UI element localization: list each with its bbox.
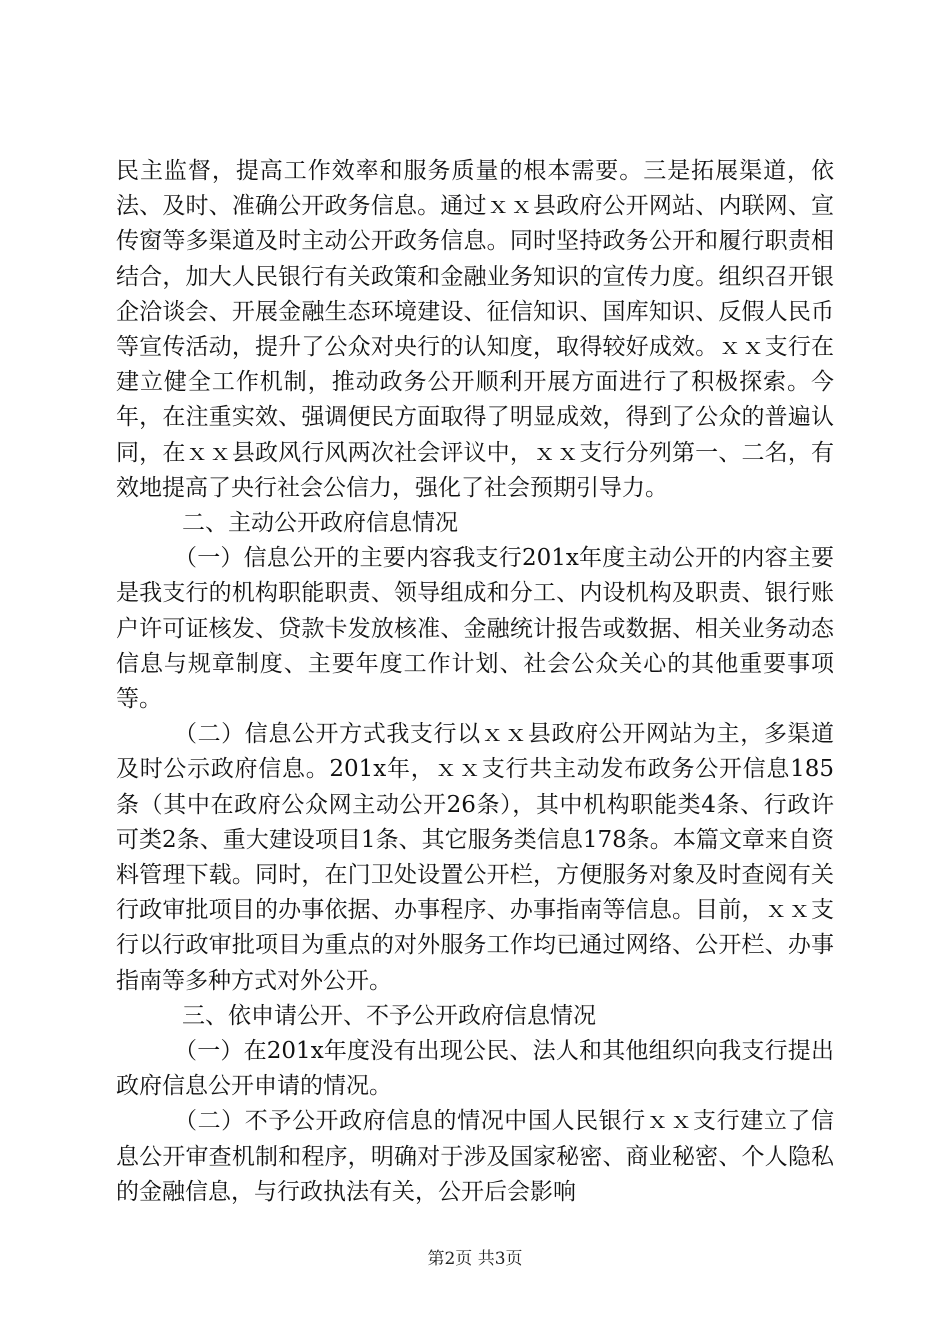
paragraph-3-1: （一）在201x年度没有出现公民、法人和其他组织向我支行提出政府信息公开申请的情况。 xyxy=(116,1038,834,1100)
section-heading-3: 三、依申请公开、不予公开政府信息情况 xyxy=(182,1002,596,1029)
paragraph-2-2: （二）信息公开方式我支行以ｘｘ县政府公开网站为主，多渠道及时公示政府信息。201x年，ｘｘ支行共主动发布政务公开信息185条（其中在政府公众网主动公开26条），其中机构职能类4条、行政许可类2条、重大建设项目1条、其它服务类信息178条。本篇文章来自资料管理下载。同时，在门卫处设置公开栏，方便服务对象及时查阅有关行政审批项目的办事依据、办事程序、办事指南等信息。目前，ｘｘ支行以行政审批项目为重点的对外服务工作均已通过网络、公开栏、办事指南等多种方式对外公开。 xyxy=(116,721,834,994)
paragraph-2-1: （一）信息公开的主要内容我支行201x年度主动公开的内容主要是我支行的机构职能职责、领导组成和分工、内设机构及职责、银行账户许可证核发、贷款卡发放核准、金融统计报告或数据、相关业务动态信息与规章制度、主要年度工作计划、社会公众关心的其他重要事项等。 xyxy=(116,545,834,713)
document-body xyxy=(116,154,834,1210)
paragraph-3-2: （二）不予公开政府信息的情况中国人民银行ｘｘ支行建立了信息公开审查机制和程序，明确对于涉及国家秘密、商业秘密、个人隐私的金融信息，与行政执法有关，公开后会影响 xyxy=(116,1108,834,1205)
section-heading-2: 二、主动公开政府信息情况 xyxy=(182,510,458,537)
page-number-footer: 第2页 共3页 xyxy=(427,1249,523,1269)
paragraph-continuation: 民主监督，提高工作效率和服务质量的根本需要。三是拓展渠道，依法、及时、准确公开政务信息。通过ｘｘ县政府公开网站、内联网、宣传窗等多渠道及时主动公开政务信息。同时坚持政务公开和履行职责相结合，加大人民银行有关政策和金融业务知识的宣传力度。组织召开银企洽谈会、开展金融生态环境建设、征信知识、国库知识、反假人民币等宣传活动，提升了公众对央行的认知度，取得较好成效。ｘｘ支行在建立健全工作机制，推动政务公开顺利开展方面进行了积极探索。今年，在注重实效、强调便民方面取得了明显成效，得到了公众的普遍认同，在ｘｘ县政风行风两次社会评议中，ｘｘ支行分列第一、二名，有效地提高了央行社会公信力，强化了社会预期引导力。 xyxy=(116,158,834,501)
